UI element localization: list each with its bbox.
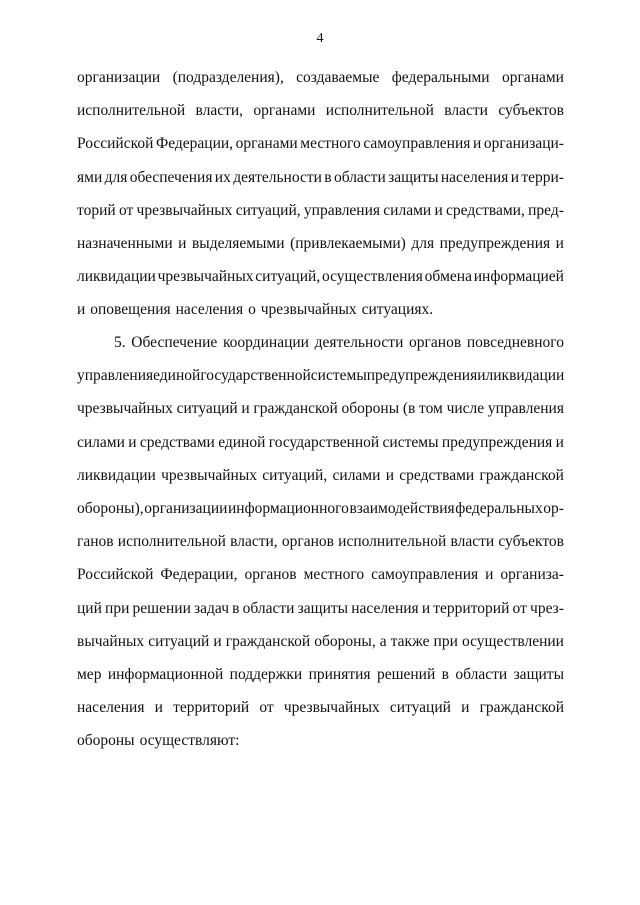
word: Российской xyxy=(77,566,154,584)
word: средствами, xyxy=(446,201,525,219)
word: ситуаций, xyxy=(235,201,301,219)
word: ситуациях. xyxy=(361,301,434,319)
word: Федерации, xyxy=(155,135,234,153)
text-line xyxy=(77,300,564,320)
word: и xyxy=(385,466,394,484)
word: (в xyxy=(402,400,416,418)
text-line xyxy=(77,366,564,386)
word: Федерации, xyxy=(160,566,238,584)
word: в xyxy=(232,599,240,617)
word: для xyxy=(411,235,435,252)
text-line xyxy=(114,333,564,353)
word: федеральных xyxy=(455,500,543,517)
word: создаваемые xyxy=(296,69,380,86)
word: ситуаций xyxy=(176,400,238,418)
text-line xyxy=(77,134,564,154)
word: и xyxy=(178,235,187,252)
word: ганов xyxy=(77,533,114,551)
word: населения xyxy=(351,599,419,617)
word: федеральными xyxy=(391,69,490,86)
word: субъектов xyxy=(498,102,564,120)
text-line xyxy=(77,499,564,519)
word: взаимодействия xyxy=(349,500,455,517)
text-line xyxy=(77,599,564,619)
text-line xyxy=(77,201,564,221)
word: защиты xyxy=(513,666,564,683)
word: информацией xyxy=(473,268,564,286)
word: решении xyxy=(132,599,191,617)
word: органами xyxy=(253,102,316,120)
word: в xyxy=(441,666,449,683)
word: деятельности xyxy=(233,168,322,186)
text-line xyxy=(77,433,564,453)
word: области xyxy=(455,666,508,683)
word: назначенными xyxy=(77,235,173,252)
word: управления xyxy=(77,367,154,385)
word: единой xyxy=(153,367,201,385)
word: населения xyxy=(440,168,509,186)
word: силами xyxy=(332,466,381,484)
text-line xyxy=(77,234,564,254)
word: поддержки xyxy=(229,666,303,683)
word: территорий xyxy=(433,599,510,617)
word: в xyxy=(324,168,332,186)
word: области xyxy=(333,168,386,186)
word: и xyxy=(128,433,137,451)
word: и xyxy=(77,301,86,319)
word: чрезвычайных xyxy=(161,466,258,484)
word: о xyxy=(248,301,256,319)
word: торий xyxy=(77,201,116,219)
word: и xyxy=(213,632,222,650)
word: власти xyxy=(450,533,495,551)
word: вычайных xyxy=(77,632,145,650)
word: и xyxy=(473,135,482,153)
word: населения xyxy=(77,699,145,717)
word: осуществлении xyxy=(461,632,564,650)
word: государственной xyxy=(200,367,311,385)
word: и xyxy=(421,599,431,617)
word: чрез- xyxy=(530,599,564,617)
text-line xyxy=(77,632,564,652)
word: области xyxy=(242,599,295,617)
word: органами xyxy=(501,69,564,86)
word: (подразделения), xyxy=(172,69,284,86)
word: силами xyxy=(383,201,432,219)
word: ситуаций xyxy=(389,699,451,717)
word: защиты xyxy=(388,168,439,186)
word: предупреждения xyxy=(366,367,478,385)
word: а xyxy=(379,632,387,650)
word: власти xyxy=(444,102,488,120)
page-number: 4 xyxy=(316,31,324,46)
word: и xyxy=(477,367,486,385)
word: ликвидации xyxy=(485,367,565,385)
word: ями xyxy=(77,168,103,186)
word: информационного xyxy=(227,500,349,517)
word: и xyxy=(434,201,443,219)
word: том xyxy=(419,400,443,418)
word: информационной xyxy=(107,666,224,683)
word: оповещения xyxy=(90,301,171,319)
word: государственной xyxy=(268,433,380,451)
word: и xyxy=(555,433,564,451)
text-line xyxy=(77,698,564,718)
word: силами xyxy=(77,433,125,451)
word: и xyxy=(241,400,250,418)
word: ликвидации xyxy=(77,268,156,286)
word: ситуаций, xyxy=(255,268,321,286)
word: предупреждения xyxy=(441,433,553,451)
word: чрезвычайных xyxy=(77,400,173,418)
word: выделяемыми xyxy=(191,235,285,252)
word: и xyxy=(510,168,519,186)
word: самоуправления xyxy=(371,566,479,584)
word: от xyxy=(512,599,527,617)
word: от xyxy=(259,699,274,717)
word: ций xyxy=(77,599,102,617)
word: предупреждения xyxy=(439,235,551,252)
word: местного xyxy=(300,135,361,153)
text-line xyxy=(77,267,564,287)
word: ликвидации xyxy=(77,466,156,484)
word: и xyxy=(461,699,470,717)
word: населения xyxy=(175,301,244,319)
word: организаци- xyxy=(483,135,564,153)
word: обмена xyxy=(424,268,472,286)
text-line xyxy=(77,565,564,585)
word: исполнительной xyxy=(338,533,447,551)
word: осуществления xyxy=(321,268,423,286)
word: задач xyxy=(194,599,229,617)
word: ситуаций xyxy=(148,632,210,650)
word: чрезвычайных xyxy=(136,201,233,219)
word: системы xyxy=(310,367,367,385)
word: власти, xyxy=(195,102,244,120)
word: субъектов xyxy=(498,533,564,551)
word: Обеспечение xyxy=(131,334,218,351)
word: также xyxy=(390,632,430,650)
word: исполнительной xyxy=(117,533,226,551)
word: Российской xyxy=(77,135,154,153)
word: числе xyxy=(446,400,485,418)
word: чрезвычайных xyxy=(157,268,254,286)
word: от xyxy=(118,201,134,219)
word: самоуправления xyxy=(363,135,471,153)
word: органов xyxy=(409,334,462,351)
word: территорий xyxy=(173,699,250,717)
word: осуществляют: xyxy=(139,732,240,750)
word: системы xyxy=(382,433,439,451)
word: чрезвычайных xyxy=(283,699,380,717)
word: повседневного xyxy=(466,334,564,351)
word: мер xyxy=(77,666,102,683)
word: и xyxy=(555,235,564,252)
word: гражданской xyxy=(479,466,564,484)
word: чрезвычайных xyxy=(260,301,357,319)
word: ор- xyxy=(543,500,564,517)
word: исполнительной xyxy=(77,102,186,120)
word: решений xyxy=(376,666,436,683)
word: и xyxy=(154,699,163,717)
word: пред- xyxy=(528,201,564,219)
word: гражданской xyxy=(253,400,338,418)
word: власти, xyxy=(230,533,278,551)
word: организа- xyxy=(500,566,564,584)
word: их xyxy=(214,168,231,186)
word: организации xyxy=(77,69,161,86)
word: органов xyxy=(244,566,297,584)
text-line xyxy=(77,466,564,486)
word: для xyxy=(104,168,128,186)
word: деятельности xyxy=(314,334,404,351)
text-line xyxy=(77,731,564,751)
word: средствами xyxy=(399,466,475,484)
word: и xyxy=(485,566,494,584)
text-line xyxy=(77,68,564,88)
word: обороны xyxy=(77,732,135,750)
word: при xyxy=(105,599,130,617)
text-line xyxy=(77,101,564,121)
text-line xyxy=(77,168,564,188)
word: при xyxy=(433,632,458,650)
text-line xyxy=(77,532,564,552)
word: местного xyxy=(303,566,365,584)
word: защиты xyxy=(297,599,349,617)
text-line xyxy=(77,399,564,419)
text-line xyxy=(77,665,564,685)
word: управления xyxy=(487,400,564,418)
word: обеспечения xyxy=(129,168,213,186)
word: (привлекаемыми) xyxy=(290,235,406,252)
word: средствами xyxy=(139,433,215,451)
word: координации xyxy=(222,334,309,351)
word: органов xyxy=(281,533,334,551)
word: единой xyxy=(218,433,266,451)
word: терри- xyxy=(521,168,564,186)
word: гражданской xyxy=(225,632,311,650)
word: обороны xyxy=(341,400,400,418)
word: ситуаций, xyxy=(262,466,328,484)
word: принятия xyxy=(308,666,371,683)
word: исполнительной xyxy=(325,102,434,120)
word: гражданской xyxy=(479,699,564,717)
word: обороны, xyxy=(314,632,376,650)
word: организации xyxy=(144,500,228,517)
word: органами xyxy=(235,135,298,153)
word: 5. xyxy=(114,334,126,351)
word: обороны), xyxy=(77,500,144,517)
word: управления xyxy=(303,201,381,219)
